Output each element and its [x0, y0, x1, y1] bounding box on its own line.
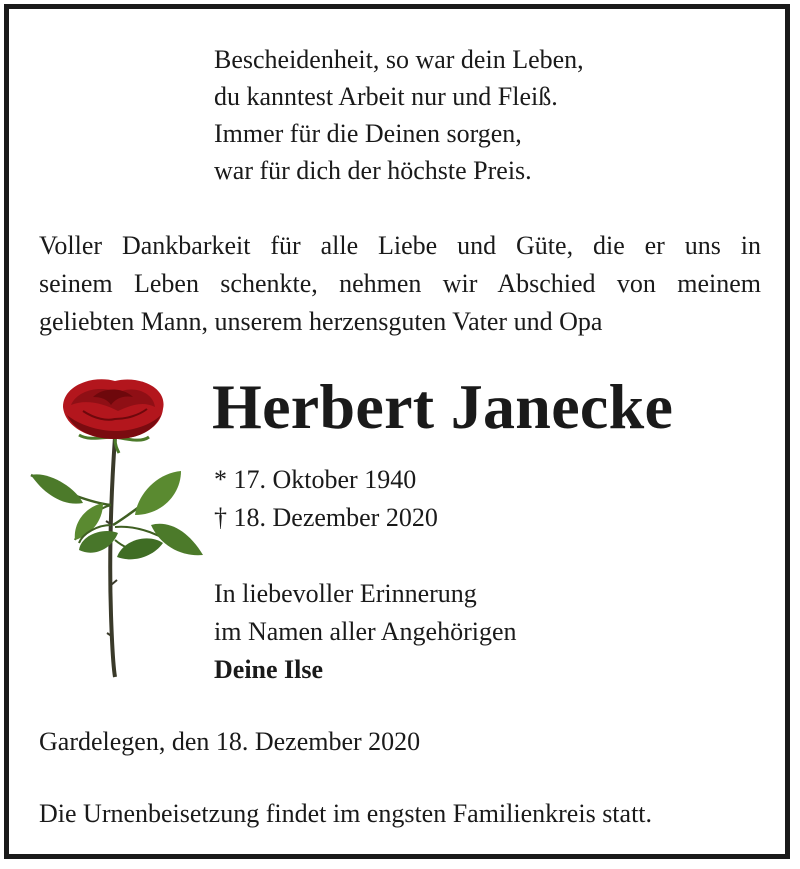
intro-line: geliebten Mann, unserem herzensguten Vater und Opa — [39, 307, 603, 336]
death-date: † 18. Dezember 2020 — [214, 503, 438, 532]
red-rose-icon — [23, 375, 213, 680]
poem-line: war für dich der höchste Preis. — [214, 156, 532, 185]
poem-line: du kanntest Arbeit nur und Fleiß. — [214, 82, 558, 111]
poem-line: Bescheidenheit, so war dein Leben, — [214, 45, 584, 74]
burial-notice: Die Urnenbeisetzung findet im engsten Familienkreis statt. — [39, 799, 653, 828]
intro-line: Voller Dankbarkeit für alle Liebe und Güte, die er uns in — [39, 231, 761, 260]
closing-text — [214, 575, 517, 689]
poem — [214, 41, 584, 189]
birth-date: * 17. Oktober 1940 — [214, 465, 417, 494]
signature: Deine Ilse — [214, 655, 324, 684]
closing-line: im Namen aller Angehörigen — [214, 617, 517, 646]
intro-line: seinem Leben schenkte, nehmen wir Abschied von meinem — [39, 269, 761, 298]
closing-line: In liebevoller Erinnerung — [214, 579, 477, 608]
obituary-frame — [4, 4, 790, 859]
poem-line: Immer für die Deinen sorgen, — [214, 119, 522, 148]
intro-text — [39, 227, 761, 341]
deceased-name: Herbert Janecke — [212, 371, 674, 442]
place-date: Gardelegen, den 18. Dezember 2020 — [39, 727, 421, 756]
life-dates — [214, 461, 438, 537]
